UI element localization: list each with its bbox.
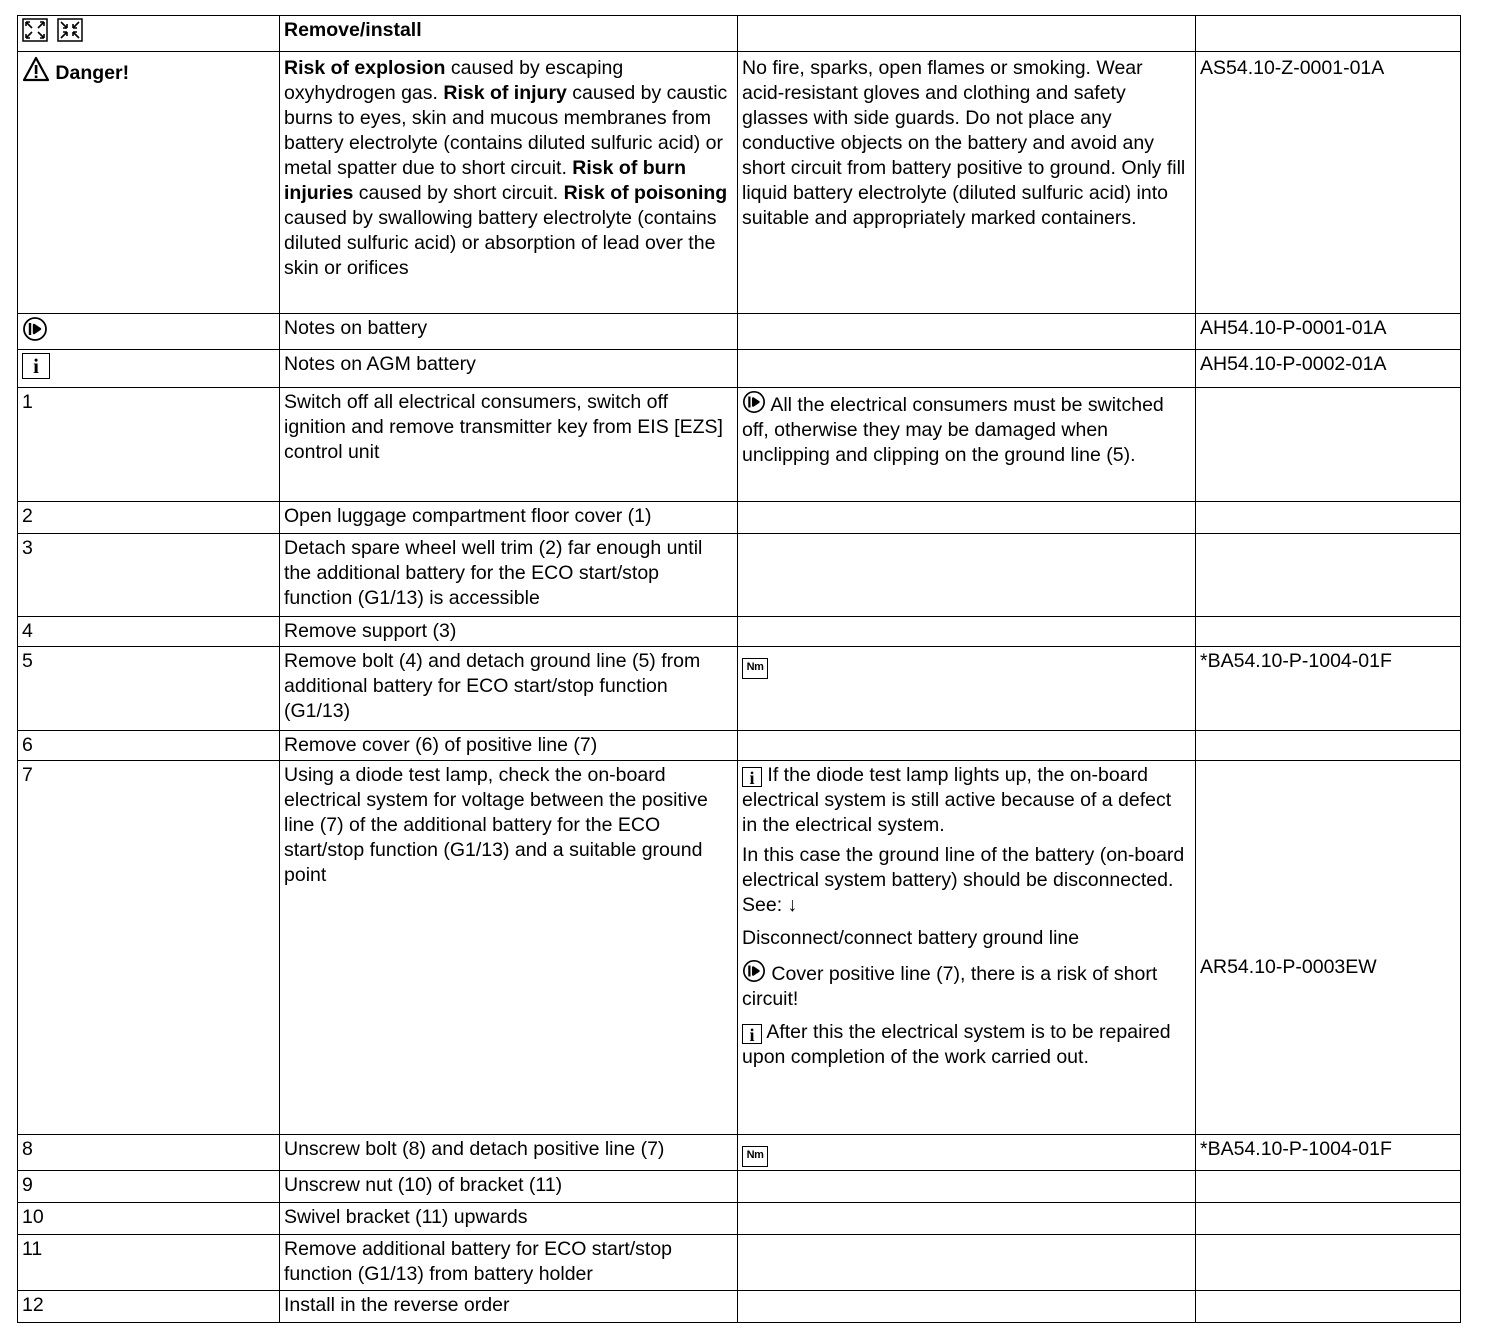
header-row bbox=[18, 16, 1461, 52]
step-text: Unscrew nut (10) of bracket (11) bbox=[280, 1171, 738, 1203]
step-ref-cell bbox=[1196, 1171, 1461, 1203]
danger-label: Danger! bbox=[55, 62, 130, 84]
step-text: Swivel bracket (11) upwards bbox=[280, 1203, 738, 1235]
info-text: After this the electrical system is to be repaired upon completion of the work carried out. bbox=[742, 1021, 1171, 1068]
header-empty-cell bbox=[738, 16, 1196, 52]
step-ref-cell bbox=[1196, 731, 1461, 761]
step-para: In this case the ground line of the battery (on-board electrical system battery) should be disconnected. bbox=[742, 844, 1185, 891]
info-text: Notes on AGM battery bbox=[280, 350, 738, 388]
step-number: 5 bbox=[18, 647, 280, 731]
risk-injury: Risk of injury bbox=[443, 82, 567, 104]
step-row bbox=[18, 502, 1461, 534]
warning-triangle-icon bbox=[22, 56, 50, 82]
torque-nm-icon: Nm bbox=[742, 1146, 768, 1167]
info-text: If the diode test lamp lights up, the on-board electrical system is still active because of a defect in the electrical system. bbox=[742, 764, 1172, 836]
step-row bbox=[18, 1135, 1461, 1171]
step-text: Remove additional battery for ECO start/stop function (G1/13) from battery holder bbox=[280, 1235, 738, 1291]
info-empty-cell bbox=[738, 350, 1196, 388]
step-note-cell bbox=[738, 1235, 1196, 1291]
arrow-down-icon: ↓ bbox=[787, 894, 798, 916]
step-row bbox=[18, 761, 1461, 1135]
step-row bbox=[18, 647, 1461, 731]
note-text: Notes on battery bbox=[280, 314, 738, 350]
step-number: 4 bbox=[18, 617, 280, 647]
step-note-cell bbox=[738, 617, 1196, 647]
step-note-cell bbox=[738, 1135, 1196, 1171]
see-line bbox=[742, 893, 1190, 918]
step-text: Detach spare wheel well trim (2) far enough until the additional battery for the ECO start/stop function (G1/13) is accessible bbox=[280, 534, 738, 617]
risk-poisoning: Risk of poisoning bbox=[563, 182, 728, 204]
step-ref-cell bbox=[1196, 1291, 1461, 1323]
step-number: 2 bbox=[18, 502, 280, 534]
step-ref-cell bbox=[1196, 388, 1461, 502]
note-row bbox=[18, 314, 1461, 350]
step-note-cell bbox=[738, 731, 1196, 761]
step-note-cell bbox=[738, 388, 1196, 502]
step-ref[interactable]: *BA54.10-P-1004-01F bbox=[1196, 1135, 1461, 1171]
install-icon bbox=[57, 18, 83, 42]
info-icon: i bbox=[742, 1024, 762, 1044]
step-note-cell bbox=[738, 647, 1196, 731]
step-number: 9 bbox=[18, 1171, 280, 1203]
step-text: Install in the reverse order bbox=[280, 1291, 738, 1323]
see-label: See: bbox=[742, 894, 783, 916]
info-icon-cell bbox=[18, 350, 280, 388]
step-row bbox=[18, 1171, 1461, 1203]
header-title: Remove/install bbox=[280, 16, 738, 52]
note-icon-cell bbox=[18, 314, 280, 350]
step-text: Remove cover (6) of positive line (7) bbox=[280, 731, 738, 761]
step-number: 12 bbox=[18, 1291, 280, 1323]
step-note-cell bbox=[738, 1291, 1196, 1323]
step-number: 11 bbox=[18, 1235, 280, 1291]
risk-text: caused by escaping oxyhydrogen gas. bbox=[284, 57, 624, 104]
note-icon bbox=[742, 390, 766, 414]
step-note-cell bbox=[738, 1171, 1196, 1203]
step-number: 1 bbox=[18, 388, 280, 502]
info-row bbox=[18, 350, 1461, 388]
step-number: 3 bbox=[18, 534, 280, 617]
info-ref: AH54.10-P-0002-01A bbox=[1196, 350, 1461, 388]
step-row bbox=[18, 534, 1461, 617]
step-number: 6 bbox=[18, 731, 280, 761]
step-number: 10 bbox=[18, 1203, 280, 1235]
risk-burn: Risk of burn injuries bbox=[284, 157, 687, 204]
info-icon: i bbox=[22, 353, 50, 379]
step-text: Using a diode test lamp, check the on-board electrical system for voltage between the positive line (7) of the additional battery for the ECO start/stop function (G1/13) and a suitable ground point bbox=[280, 761, 738, 1135]
step-ref[interactable]: *BA54.10-P-1004-01F bbox=[1196, 647, 1461, 731]
step-number: 7 bbox=[18, 761, 280, 1135]
step-note: All the electrical consumers must be switched off, otherwise they may be damaged when unclipping and clipping on the ground line (5). bbox=[742, 394, 1164, 466]
note-icon bbox=[22, 316, 48, 342]
risk-text: caused by swallowing battery electrolyte (contains diluted sulfuric acid) or absorption of lead over the skin or orifices bbox=[284, 207, 717, 279]
risk-text: caused by short circuit. bbox=[353, 182, 564, 204]
step-ref-cell bbox=[1196, 761, 1461, 1135]
link-text[interactable]: Disconnect/connect battery ground line bbox=[742, 927, 1080, 949]
step-row bbox=[18, 388, 1461, 502]
note-icon bbox=[742, 959, 766, 983]
step-note-cell bbox=[738, 1203, 1196, 1235]
step-ref-cell bbox=[1196, 1203, 1461, 1235]
step-ref-cell bbox=[1196, 617, 1461, 647]
step-row bbox=[18, 731, 1461, 761]
step-note-cell bbox=[738, 534, 1196, 617]
step-ref-cell bbox=[1196, 1235, 1461, 1291]
danger-row bbox=[18, 52, 1461, 314]
info-icon: i bbox=[742, 767, 762, 787]
step-row bbox=[18, 617, 1461, 647]
step-text: Switch off all electrical consumers, switch off ignition and remove transmitter key from EIS [EZS] control unit bbox=[280, 388, 738, 502]
danger-risks-cell bbox=[280, 52, 738, 314]
risk-text: caused by caustic burns to eyes, skin and mucous membranes from battery electrolyte (contains diluted sulfuric acid) or metal spatter due to short circuit. bbox=[284, 82, 728, 179]
procedure-table bbox=[17, 15, 1461, 1323]
step-ref-cell bbox=[1196, 534, 1461, 617]
step-ref[interactable]: AR54.10-P-0003EW bbox=[1200, 956, 1377, 978]
remove-icon bbox=[22, 18, 48, 42]
torque-nm-icon: Nm bbox=[742, 658, 768, 679]
danger-ref: AS54.10-Z-0001-01A bbox=[1196, 52, 1461, 314]
step-row bbox=[18, 1291, 1461, 1323]
step-note bbox=[742, 959, 1190, 1012]
header-empty-cell bbox=[1196, 16, 1461, 52]
step-info bbox=[742, 763, 1190, 838]
step-text: Remove support (3) bbox=[280, 617, 738, 647]
step-row bbox=[18, 1203, 1461, 1235]
note-ref: AH54.10-P-0001-01A bbox=[1196, 314, 1461, 350]
step-info bbox=[742, 1020, 1190, 1070]
danger-label-cell bbox=[18, 52, 280, 314]
step-number: 8 bbox=[18, 1135, 280, 1171]
step-ref-cell bbox=[1196, 502, 1461, 534]
step-row bbox=[18, 1235, 1461, 1291]
note-empty-cell bbox=[738, 314, 1196, 350]
step-note-cell bbox=[738, 502, 1196, 534]
note-text: Cover positive line (7), there is a risk of short circuit! bbox=[742, 963, 1158, 1010]
risk-explosion: Risk of explosion bbox=[284, 57, 446, 79]
danger-measures-cell: No fire, sparks, open flames or smoking. Wear acid-resistant gloves and clothing and safety glasses with side guards. Do not place any conductive objects on the battery and avoid any short circuit from battery positive to ground. Only fill liquid battery electrolyte (diluted sulfuric acid) into suitable and appropriately marked containers. bbox=[738, 52, 1196, 314]
step-text: Unscrew bolt (8) and detach positive line (7) bbox=[280, 1135, 738, 1171]
step-text: Remove bolt (4) and detach ground line (5) from additional battery for ECO start/stop function (G1/13) bbox=[280, 647, 738, 731]
step-note-cell bbox=[738, 761, 1196, 1135]
step-text: Open luggage compartment floor cover (1) bbox=[280, 502, 738, 534]
header-icons-cell bbox=[18, 16, 280, 52]
